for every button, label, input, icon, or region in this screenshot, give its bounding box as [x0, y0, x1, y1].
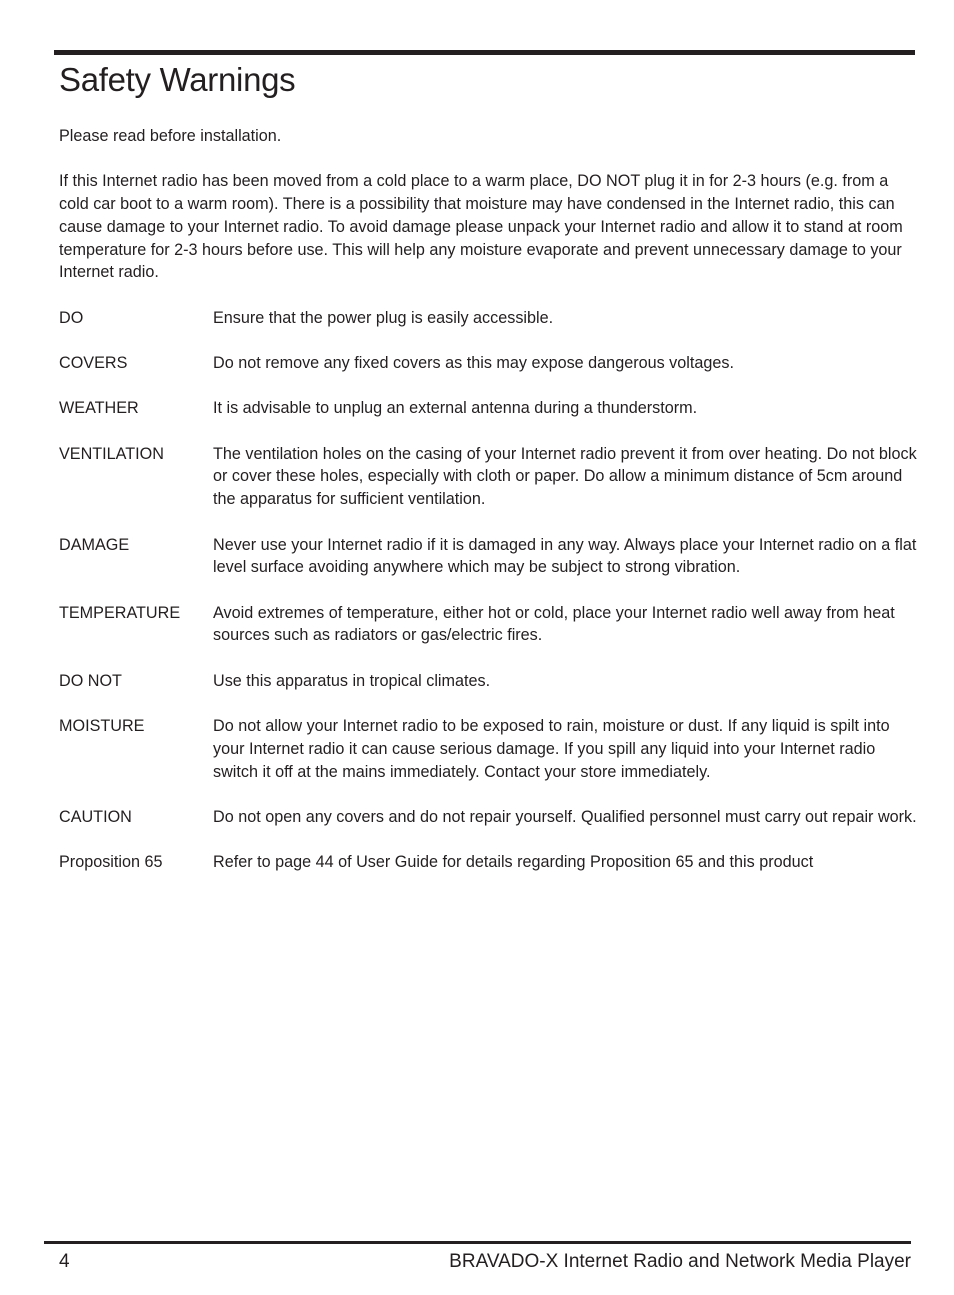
warning-label: TEMPERATURE: [59, 603, 181, 622]
warning-label: Proposition 65: [59, 853, 163, 872]
warning-row-weather: [59, 397, 917, 420]
warning-text: The ventilation holes on the casing of your Internet radio prevent it from over heating. Do not block or cover these holes, especially with cloth or paper. Do allow a minimum distance of 5cm around the apparatus for sufficient ventilation.: [213, 444, 917, 509]
warning-row-moisture: [59, 715, 917, 783]
warning-row-do: [59, 307, 917, 330]
page-number: 4: [59, 1251, 70, 1272]
warning-row-covers: [59, 352, 917, 375]
warning-row-damage: [59, 534, 917, 579]
warning-label: WEATHER: [59, 399, 139, 418]
warning-label: CAUTION: [59, 807, 132, 826]
warning-row-ventilation: [59, 443, 917, 511]
warning-label: MOISTURE: [59, 717, 145, 736]
warning-label: DO: [59, 308, 84, 327]
warning-row-proposition-65: [59, 851, 917, 874]
warning-text: Never use your Internet radio if it is damaged in any way. Always place your Internet radio on a flat level surface avoiding anywhere which may be subject to strong vibration.: [213, 535, 917, 577]
warning-text: Do not allow your Internet radio to be exposed to rain, moisture or dust. If any liquid is spilt into your Internet radio it can cause serious damage. If you spill any liquid into your Internet radio switch it off at the mains immediately. Contact your store immediately.: [213, 717, 890, 781]
warning-label: DAMAGE: [59, 535, 130, 554]
warning-text: It is advisable to unplug an external antenna during a thunderstorm.: [213, 399, 698, 418]
warning-text: Do not remove any fixed covers as this may expose dangerous voltages.: [213, 353, 734, 372]
document-body: [59, 125, 917, 897]
intro-text: Please read before installation.: [59, 127, 282, 145]
warning-text: Use this apparatus in tropical climates.: [213, 671, 491, 690]
warning-text: Refer to page 44 of User Guide for details regarding Proposition 65 and this product: [213, 853, 814, 872]
warning-label: COVERS: [59, 353, 128, 372]
warning-row-caution: [59, 806, 917, 829]
footer-rule: [44, 1241, 911, 1244]
header-rule: [54, 50, 915, 55]
intro-paragraph: If this Internet radio has been moved from a cold place to a warm place, DO NOT plug it in for 2-3 hours (e.g. from a cold car boot to a warm room). There is a possibility that moisture may have condensed in the Internet radio, this can cause damage to your Internet radio. To avoid damage please unpack your Internet radio and allow it to stand at room temperature for 2-3 hours before use. This will help any moisture evaporate and prevent unnecessary damage to your Internet radio.: [59, 172, 903, 282]
warning-label: DO NOT: [59, 671, 122, 690]
warning-text: Avoid extremes of temperature, either hot or cold, place your Internet radio well away from heat sources such as radiators or gas/electric fires.: [213, 603, 895, 645]
warning-row-temperature: [59, 602, 917, 647]
footer-title: BRAVADO-X Internet Radio and Network Media Player: [449, 1251, 911, 1272]
page-title: Safety Warnings: [59, 61, 296, 98]
warning-text: Do not open any covers and do not repair yourself. Qualified personnel must carry out repair work.: [213, 807, 917, 826]
warning-text: Ensure that the power plug is easily accessible.: [213, 308, 554, 327]
warning-label: VENTILATION: [59, 444, 164, 463]
warning-row-do-not: [59, 670, 917, 693]
